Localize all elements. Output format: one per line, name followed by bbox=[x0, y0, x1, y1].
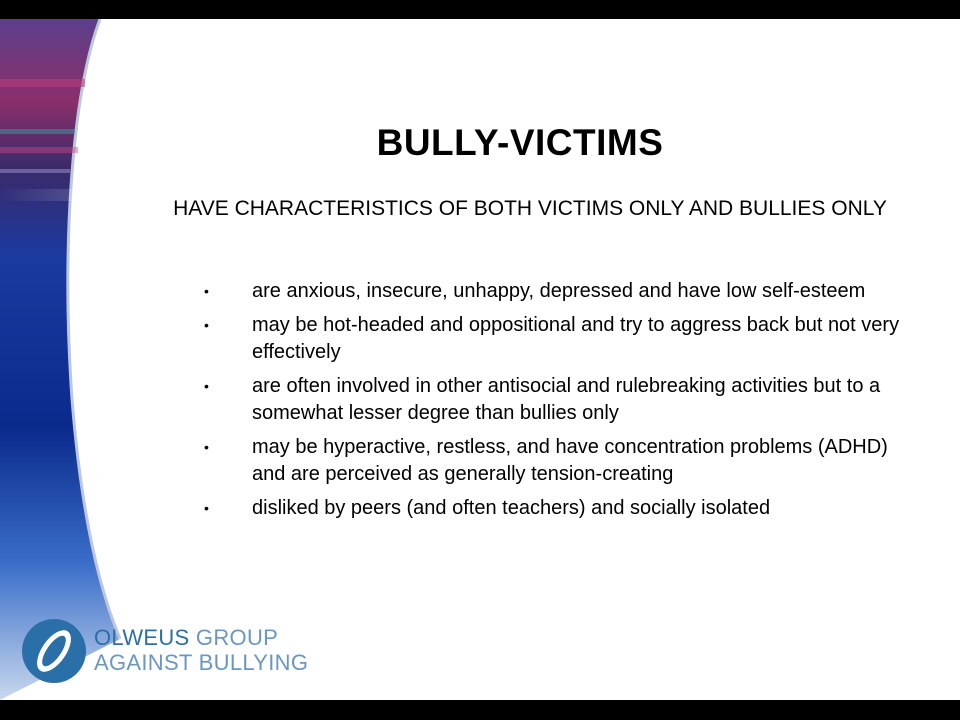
slide-title: BULLY-VICTIMS bbox=[376, 122, 664, 163]
bullet-icon: • bbox=[204, 283, 209, 299]
bullet-text: may be hyperactive, restless, and have concentration problems (ADHD) and are perceived as generally tension-creating bbox=[252, 436, 888, 485]
bullet-icon: • bbox=[204, 317, 209, 333]
bullet-icon: • bbox=[204, 500, 209, 516]
list-item bbox=[200, 373, 910, 427]
bullet-icon: • bbox=[204, 378, 209, 394]
bullet-text: are often involved in other antisocial and rulebreaking activities but to a somewhat lesser degree than bullies only bbox=[252, 375, 881, 424]
list-item bbox=[200, 278, 910, 305]
bullet-text: disliked by peers (and often teachers) and socially isolated bbox=[252, 497, 771, 519]
bullet-text: may be hot-headed and oppositional and try to aggress back but not very effectively bbox=[252, 314, 900, 363]
olweus-logo-mark-icon bbox=[20, 617, 88, 685]
slide bbox=[0, 19, 960, 700]
bullet-text: are anxious, insecure, unhappy, depressed and have low self-esteem bbox=[252, 280, 866, 302]
logo-text bbox=[94, 625, 308, 675]
bullet-list bbox=[200, 278, 910, 529]
olweus-logo bbox=[20, 617, 350, 687]
bullet-icon: • bbox=[204, 439, 209, 455]
list-item bbox=[200, 495, 910, 522]
logo-olweus: OLWEUS bbox=[94, 625, 190, 650]
list-item bbox=[200, 434, 910, 488]
list-item bbox=[200, 312, 910, 366]
logo-line-2: AGAINST BULLYING bbox=[94, 650, 309, 675]
slide-subtitle: HAVE CHARACTERISTICS OF BOTH VICTIMS ONLY AND BULLIES ONLY bbox=[173, 197, 887, 220]
logo-group: GROUP bbox=[189, 625, 279, 650]
logo-line-1 bbox=[94, 625, 308, 650]
